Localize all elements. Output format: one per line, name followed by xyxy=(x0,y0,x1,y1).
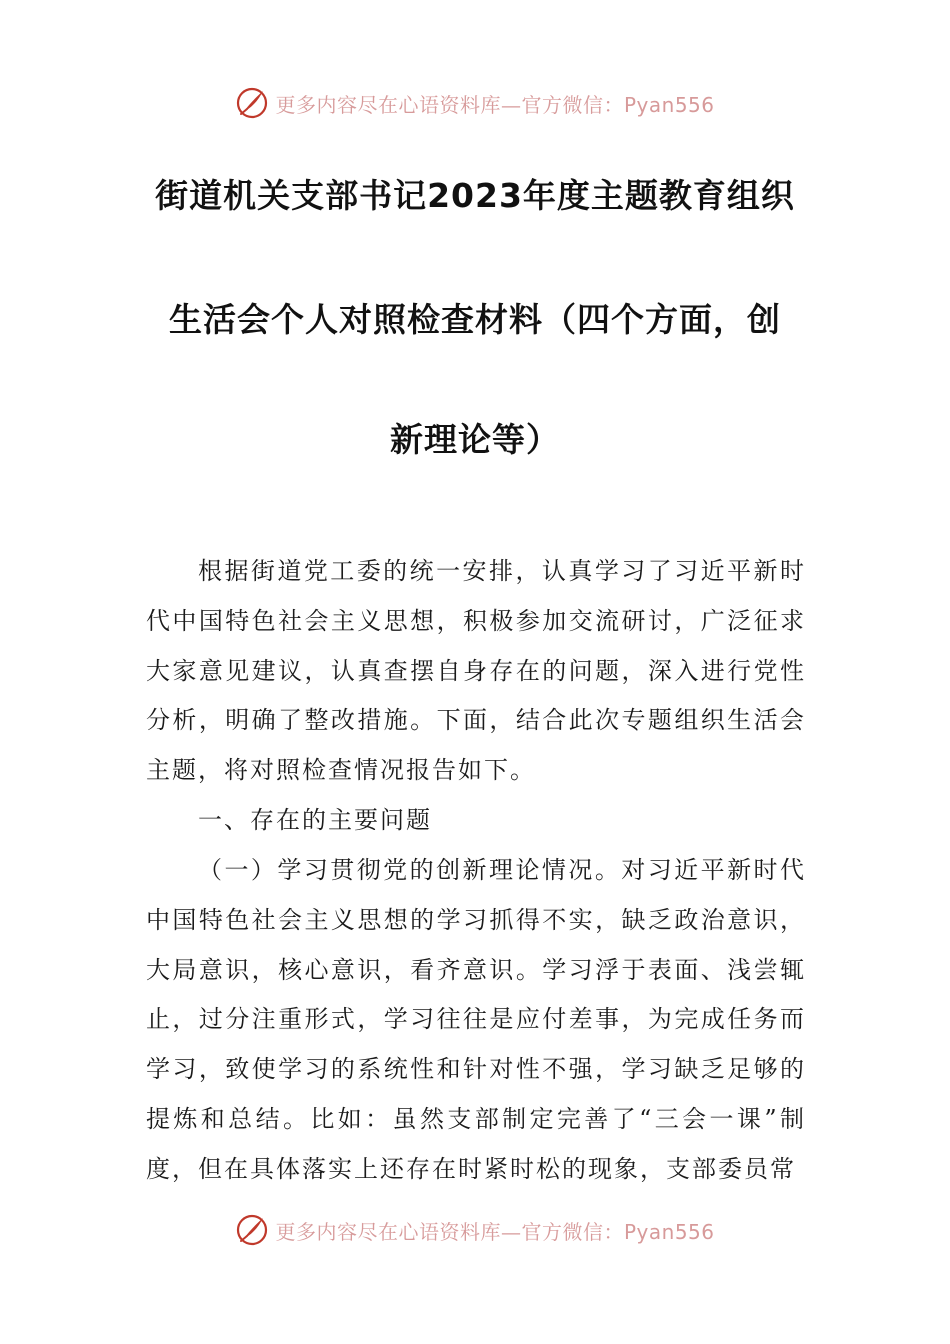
intro-text: 根据街道党工委的统一安排，认真学习了习近平新时代中国特色社会主义思想，积极参加交流研讨，广泛征求大家意见建议，认真查摆自身存在的问题，深入进行党性分析，明确了整改措施。下面，结合此次专题组织生活会主题，将对照检查情况报告如下。 xyxy=(146,557,806,785)
document-title-line-2: 生活会个人对照检查材料（四个方面，创 xyxy=(169,300,781,339)
red-quill-circle-logo-icon xyxy=(235,1213,269,1247)
section-1-item-1-text: （一）学习贯彻党的创新理论情况。对习近平新时代中国特色社会主义思想的学习抓得不实，缺乏政治意识，大局意识，核心意识，看齐意识。学习浮于表面、浅尝辄止，过分注重形式，学习往往是应付差事，为完成任务而学习，致使学习的系统性和针对性不强，学习缺乏足够的提炼和总结。比如：虽然支部制定完善了“三会一课”制度，但在具体落实上还存在时紧时松的现象，支部委员常 xyxy=(146,856,806,1183)
intro-paragraph xyxy=(146,547,806,796)
document-title-line-3: 新理论等） xyxy=(390,420,560,459)
watermark-text: 更多内容尽在心语资料库—官方微信：Pyan556 xyxy=(275,92,715,117)
watermark-account: Pyan556 xyxy=(623,92,715,117)
watermark-banner-top xyxy=(0,83,950,123)
watermark-account: Pyan556 xyxy=(623,1219,715,1244)
red-quill-circle-logo-icon xyxy=(235,86,269,120)
watermark-text: 更多内容尽在心语资料库—官方微信：Pyan556 xyxy=(275,1219,715,1244)
section-1-heading: 一、存在的主要问题 xyxy=(198,806,432,834)
section-1-item-1 xyxy=(146,846,806,1195)
watermark-banner-bottom xyxy=(0,1210,950,1250)
document-title-line-1: 街道机关支部书记2023年度主题教育组织 xyxy=(155,176,795,215)
section-heading xyxy=(146,796,806,846)
